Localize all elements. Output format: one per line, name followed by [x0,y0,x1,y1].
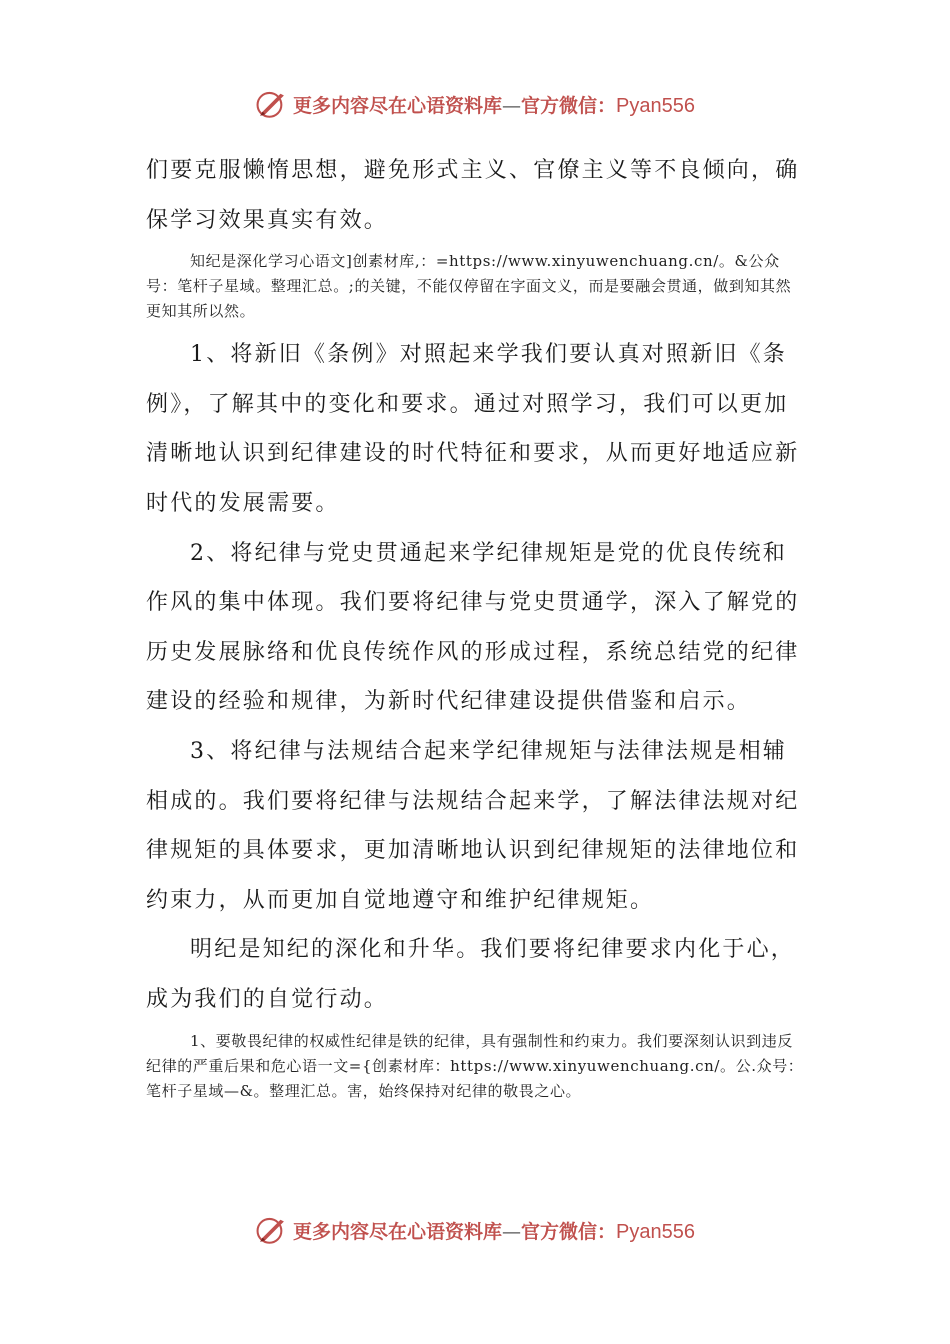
paragraph-small-zhiji: 知纪是深化学习心语文]创素材库,：=https://www.xinyuwenchuang.cn/。&公众号：笔杆子星域。整理汇总。;的关键，不能仅停留在字面文义，而是要融会贯通，做到知其然更知其所以然。 [146,252,792,321]
pen-logo-icon [255,1213,289,1247]
paragraph-item-3: 3、将纪律与法规结合起来学纪律规矩与法律法规是相辅相成的。我们要将纪律与法规结合起来学，了解法律法规对纪律规矩的具体要求，更加清晰地认识到纪律规矩的法律地位和约束力，从而更加自觉地遵守和维护纪律规矩。 [146,738,800,913]
pen-logo-icon [255,87,289,121]
footer-banner-text: 更多内容尽在心语资料库—官方微信：Pyan556 [293,1220,695,1243]
paragraph-mingji: 明纪是知纪的深化和升华。我们要将纪律要求内化于心，成为我们的自觉行动。 [146,937,796,1012]
paragraph-item-1: 1、将新旧《条例》对照起来学我们要认真对照新旧《条例》，了解其中的变化和要求。通过对照学习，我们可以更加清晰地认识到纪律建设的时代特征和要求，从而更好地适应新时代的发展需要。 [146,342,800,516]
paragraph-small-jingwei: 1、要敬畏纪律的权威性纪律是铁的纪律，具有强制性和约束力。我们要深刻认识到违反纪律的严重后果和危心语一文={创素材库：https://www.xinyuwenchuang.cn/。公.众号：笔杆子星域—&。整理汇总。害，始终保持对纪律的敬畏之心。 [146,1031,804,1100]
paragraph-item-2: 2、将纪律与党史贯通起来学纪律规矩是党的优良传统和作风的集中体现。我们要将纪律与党史贯通学，深入了解党的历史发展脉络和优良传统作风的形成过程，系统总结党的纪律建设的经验和规律，为新时代纪律建设提供借鉴和启示。 [146,540,800,715]
document-body [146,146,806,1110]
header-banner-text: 更多内容尽在心语资料库—官方微信：Pyan556 [293,94,695,117]
footer-banner [0,1210,950,1250]
paragraph-continuation: 们要克服懒惰思想，避免形式主义、官僚主义等不良倾向，确保学习效果真实有效。 [146,158,800,233]
header-banner [0,84,950,124]
